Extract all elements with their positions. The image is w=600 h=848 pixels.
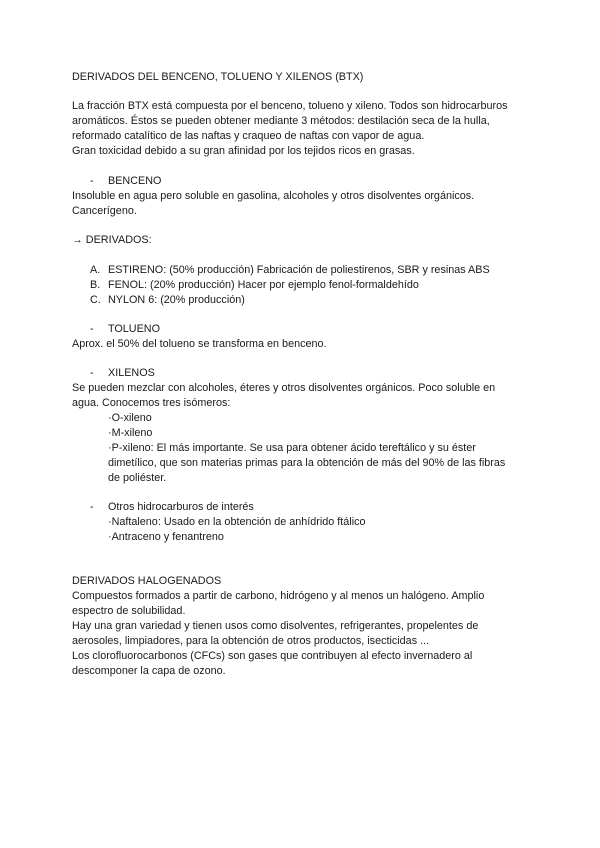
document-title: DERIVADOS DEL BENCENO, TOLUENO Y XILENOS (BTX) — [72, 71, 364, 83]
derivado-marker: B. — [90, 279, 101, 291]
bullet-dash: - — [90, 501, 94, 513]
isomer-item: dimetílico, que son materias primas para la obtención de más del 90% de las fibras — [108, 457, 506, 469]
halogenados-line: descomponer la capa de ozono. — [72, 665, 226, 677]
halogenados-line: espectro de solubilidad. — [72, 605, 186, 617]
isomer-item: ·P-xileno: El más importante. Se usa para obtener ácido tereftálico y su éster — [108, 442, 476, 454]
derivado-text: FENOL: (20% producción) Hacer por ejemplo fenol-formaldehído — [108, 279, 419, 291]
otros-heading: Otros hidrocarburos de interés — [108, 501, 254, 513]
xilenos-line: agua. Conocemos tres isómeros: — [72, 397, 231, 409]
bullet-dash: - — [90, 175, 94, 187]
bullet-dash: - — [90, 367, 94, 379]
derivados-heading: → DERIVADOS: — [72, 234, 152, 246]
benceno-line: Cancerígeno. — [72, 205, 137, 217]
halogenados-line: Hay una gran variedad y tienen usos como disolventes, refrigerantes, propelentes de — [72, 620, 479, 632]
tolueno-heading: TOLUENO — [108, 323, 160, 335]
intro-line: La fracción BTX está compuesta por el benceno, tolueno y xileno. Todos son hidrocarburos — [72, 100, 508, 112]
derivado-marker: A. — [90, 264, 101, 276]
derivado-marker: C. — [90, 294, 101, 306]
intro-line: Gran toxicidad debido a su gran afinidad por los tejidos ricos en grasas. — [72, 145, 415, 157]
intro-line: aromáticos. Éstos se pueden obtener mediante 3 métodos: destilación seca de la hulla, — [72, 115, 490, 127]
isomer-item: ·O-xileno — [108, 412, 152, 424]
benceno-line: Insoluble en agua pero soluble en gasolina, alcoholes y otros disolventes orgánicos. — [72, 190, 475, 202]
halogenados-heading: DERIVADOS HALOGENADOS — [72, 575, 222, 587]
derivado-text: ESTIRENO: (50% producción) Fabricación de poliestirenos, SBR y resinas ABS — [108, 264, 490, 276]
halogenados-line: Los clorofluorocarbonos (CFCs) son gases que contribuyen al efecto invernadero al — [72, 650, 473, 662]
isomer-item: de poliéster. — [108, 472, 167, 484]
benceno-heading: BENCENO — [108, 175, 162, 187]
halogenados-line: Compuestos formados a partir de carbono, hidrógeno y al menos un halógeno. Amplio — [72, 590, 485, 602]
derivado-text: NYLON 6: (20% producción) — [108, 294, 245, 306]
xilenos-line: Se pueden mezclar con alcoholes, éteres y otros disolventes orgánicos. Poco soluble en — [72, 382, 496, 394]
isomer-item: ·M-xileno — [108, 427, 153, 439]
bullet-dash: - — [90, 323, 94, 335]
tolueno-line: Aprox. el 50% del tolueno se transforma en benceno. — [72, 338, 327, 350]
halogenados-line: aerosoles, limpiadores, para la obtención de otros productos, isecticidas ... — [72, 635, 430, 647]
xilenos-heading: XILENOS — [108, 367, 155, 379]
otros-item: ·Antraceno y fenantreno — [108, 531, 224, 543]
otros-item: ·Naftaleno: Usado en la obtención de anhídrido ftálico — [108, 516, 366, 528]
intro-line: reformado catalítico de las naftas y craqueo de naftas con vapor de agua. — [72, 130, 425, 142]
